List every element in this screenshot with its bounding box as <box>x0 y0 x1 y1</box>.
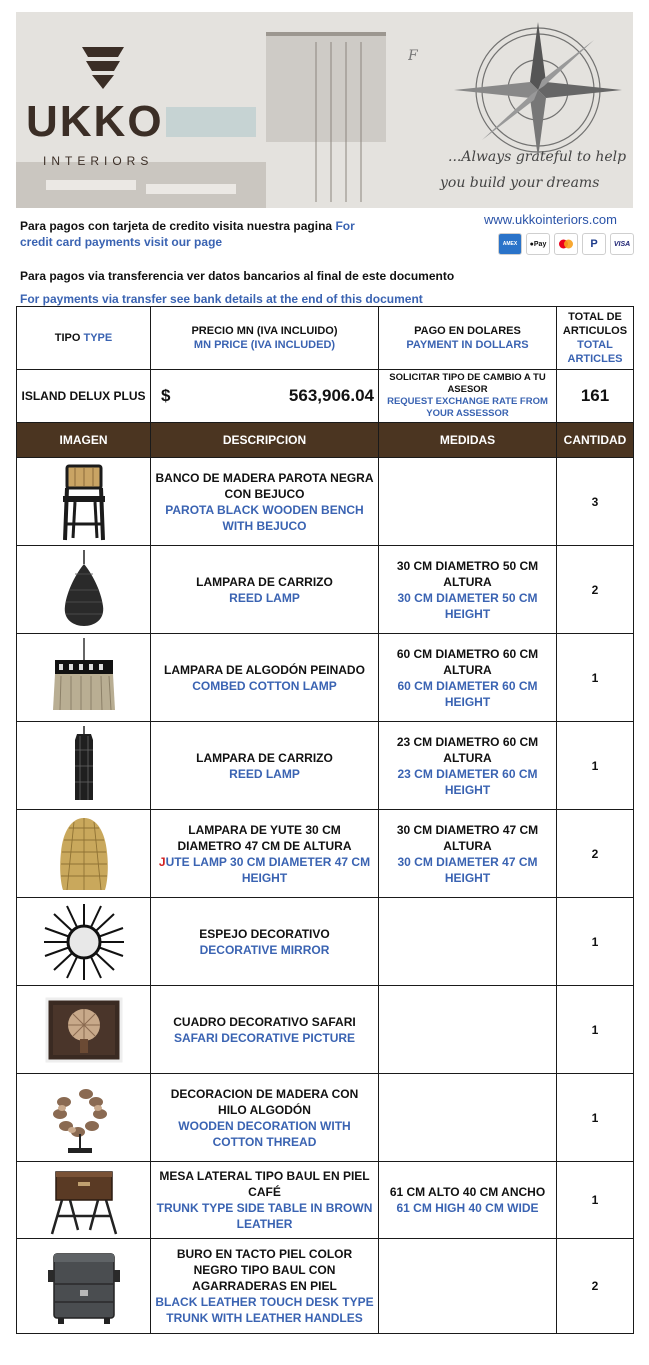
usd-value <box>379 370 557 423</box>
item-image-cell <box>17 458 151 546</box>
total-value: 161 <box>557 370 634 423</box>
item-med-en: 30 CM DIAMETER 47 CM HEIGHT <box>397 854 538 885</box>
item-desc-en-first-letter: J <box>158 854 166 869</box>
item-med-es: 61 CM ALTO 40 CM ANCHO <box>389 1185 546 1199</box>
jute-lamp-icon <box>49 814 119 894</box>
total-header-en: TOTAL ARTICLES <box>567 339 623 365</box>
apple-pay-icon: ●Pay <box>526 233 550 255</box>
card-payment-en: For credit card payments visit our page <box>20 219 355 249</box>
total-header-es: TOTAL DE ARTICULOS <box>562 311 628 337</box>
table-row <box>17 1074 634 1162</box>
price-header <box>151 307 379 370</box>
item-med-es: 30 CM DIAMETRO 50 CM ALTURA <box>396 558 539 589</box>
compass-icon <box>408 20 633 170</box>
bar-stool-icon <box>49 462 119 542</box>
total-header <box>557 307 634 370</box>
item-med-en: 30 CM DIAMETER 50 CM HEIGHT <box>397 590 538 621</box>
usd-value-es: SOLICITAR TIPO DE CAMBIO A TU ASESOR <box>389 372 546 395</box>
item-measures <box>379 810 557 898</box>
type-header <box>17 307 151 370</box>
price-value: 563,906.04 <box>288 386 374 405</box>
usd-header-en: PAYMENT IN DOLLARS <box>406 339 529 351</box>
item-desc-en: PAROTA BLACK WOODEN BENCH WITH BEJUCO <box>165 502 364 533</box>
item-measures <box>379 986 557 1074</box>
item-description <box>151 1074 379 1162</box>
item-image-cell <box>17 986 151 1074</box>
item-med-es: 60 CM DIAMETRO 60 CM ALTURA <box>396 646 539 677</box>
picture-icon <box>39 995 129 1065</box>
website-link[interactable]: www.ukkointeriors.com <box>484 212 617 227</box>
transfer-note-es: Para pagos via transferencia ver datos bancarios al final de este documento <box>20 269 455 283</box>
item-measures <box>379 1239 557 1334</box>
card-payment-es: Para pagos con tarjeta de credito visita nuestra pagina <box>20 219 333 233</box>
item-description <box>151 898 379 986</box>
item-quantity: 1 <box>557 1162 634 1239</box>
price-header-es: PRECIO MN (IVA INCLUIDO) <box>191 325 338 337</box>
type-value: ISLAND DELUX PLUS <box>17 370 151 423</box>
cotton-lamp-icon <box>49 638 119 718</box>
item-desc-es: LAMPARA DE ALGODÓN PEINADO <box>164 662 365 677</box>
summary-header-row <box>17 307 634 370</box>
item-desc-es: MESA LATERAL TIPO BAUL EN PIEL CAFÉ <box>159 1169 370 1199</box>
table-row <box>17 986 634 1074</box>
svg-text:F: F <box>408 48 418 64</box>
summary-row <box>17 370 634 423</box>
currency-symbol: $ <box>161 386 171 405</box>
item-description <box>151 986 379 1074</box>
item-description <box>151 1239 379 1334</box>
item-image-cell <box>17 546 151 634</box>
item-image-cell <box>17 634 151 722</box>
table-row <box>17 1239 634 1334</box>
item-quantity: 2 <box>557 546 634 634</box>
item-description <box>151 546 379 634</box>
item-desc-en-rest: UTE LAMP 30 CM DIAMETER 47 CM HEIGHT <box>165 854 371 885</box>
usd-header <box>379 307 557 370</box>
item-quantity: 1 <box>557 722 634 810</box>
item-med-en: 61 CM HIGH 40 CM WIDE <box>396 1201 539 1215</box>
table-row <box>17 898 634 986</box>
item-image-cell <box>17 1162 151 1239</box>
ukko-logo-icon <box>78 45 128 91</box>
item-measures <box>379 1162 557 1239</box>
item-measures <box>379 458 557 546</box>
wood-garland-icon <box>44 1078 124 1158</box>
brand-subtitle: INTERIORS <box>43 154 154 168</box>
item-desc-en: SAFARI DECORATIVE PICTURE <box>173 1030 356 1045</box>
item-quantity: 3 <box>557 458 634 546</box>
item-desc-es: LAMPARA DE CARRIZO <box>196 574 333 589</box>
item-desc-es: CUADRO DECORATIVO SAFARI <box>173 1014 356 1029</box>
item-quantity: 2 <box>557 1239 634 1334</box>
table-row <box>17 634 634 722</box>
item-image-cell <box>17 1074 151 1162</box>
item-image-cell <box>17 1239 151 1334</box>
item-desc-en: COMBED COTTON LAMP <box>192 678 337 693</box>
brand-name: UKKO <box>26 97 164 146</box>
item-desc-en: DECORATIVE MIRROR <box>199 942 330 957</box>
item-image-cell <box>17 898 151 986</box>
item-med-en: 60 CM DIAMETER 60 CM HEIGHT <box>397 678 538 709</box>
item-image-cell <box>17 810 151 898</box>
tagline-line-2: you build your dreams <box>440 175 600 191</box>
items-header-row <box>17 423 634 458</box>
reed-lamp-icon <box>49 550 119 630</box>
item-desc-es: LAMPARA DE YUTE 30 CM DIAMETRO 47 CM DE ALTURA <box>177 822 352 853</box>
item-quantity: 1 <box>557 898 634 986</box>
type-header-es: TIPO <box>54 332 81 344</box>
table-row <box>17 546 634 634</box>
item-desc-en: REED LAMP <box>229 766 300 781</box>
item-desc-en: TRUNK TYPE SIDE TABLE IN BROWN LEATHER <box>156 1201 373 1231</box>
item-description <box>151 458 379 546</box>
item-desc-en: WOODEN DECORATION WITH COTTON THREAD <box>178 1118 351 1149</box>
paypal-icon: P <box>582 233 606 255</box>
item-med-es: 23 CM DIAMETRO 60 CM ALTURA <box>396 734 539 765</box>
mirror-icon <box>39 902 129 982</box>
amex-icon: AMEX <box>498 233 522 255</box>
price-value-cell <box>151 370 379 423</box>
card-brands <box>498 233 634 255</box>
table-row <box>17 458 634 546</box>
item-description <box>151 810 379 898</box>
header-banner <box>16 12 633 208</box>
column-header-image: IMAGEN <box>17 423 151 458</box>
card-payment-note <box>20 218 390 250</box>
quote-table <box>16 306 634 1334</box>
item-med-en: 23 CM DIAMETER 60 CM HEIGHT <box>397 766 538 797</box>
side-table-icon <box>44 1164 124 1236</box>
mastercard-icon <box>554 233 578 255</box>
item-measures <box>379 898 557 986</box>
item-description <box>151 1162 379 1239</box>
tall-reed-lamp-icon <box>49 726 119 806</box>
usd-value-en: REQUEST EXCHANGE RATE FROM YOUR ASSESSOR <box>387 396 548 419</box>
transfer-note-en: For payments via transfer see bank details at the end of this document <box>20 292 423 306</box>
item-measures <box>379 722 557 810</box>
item-quantity: 2 <box>557 810 634 898</box>
column-header-description: DESCRIPCION <box>151 423 379 458</box>
type-header-en: TYPE <box>83 332 113 344</box>
item-desc-en: REED LAMP <box>229 590 300 605</box>
item-measures <box>379 1074 557 1162</box>
tagline-line-1: ...Always grateful to help <box>448 149 627 165</box>
item-desc-es: ESPEJO DECORATIVO <box>199 926 330 941</box>
trunk-desk-icon <box>44 1244 124 1328</box>
price-header-en: MN PRICE (IVA INCLUDED) <box>193 339 336 351</box>
item-desc-es: LAMPARA DE CARRIZO <box>196 750 333 765</box>
item-measures <box>379 546 557 634</box>
table-row <box>17 722 634 810</box>
table-row <box>17 810 634 898</box>
item-med-es: 30 CM DIAMETRO 47 CM ALTURA <box>396 822 539 853</box>
item-quantity: 1 <box>557 1074 634 1162</box>
item-description <box>151 634 379 722</box>
item-measures <box>379 634 557 722</box>
item-desc-en <box>155 854 374 886</box>
item-desc-es: BANCO DE MADERA PAROTA NEGRA CON BEJUCO <box>155 470 374 501</box>
column-header-quantity: CANTIDAD <box>557 423 634 458</box>
column-header-measures: MEDIDAS <box>379 423 557 458</box>
item-desc-es: BURO EN TACTO PIEL COLOR NEGRO TIPO BAUL CON AGARRADERAS EN PIEL <box>176 1247 353 1293</box>
item-desc-en: BLACK LEATHER TOUCH DESK TYPE TRUNK WITH LEATHER HANDLES <box>155 1295 374 1325</box>
item-image-cell <box>17 722 151 810</box>
item-desc-es: DECORACION DE MADERA CON HILO ALGODÓN <box>170 1086 359 1117</box>
item-description <box>151 722 379 810</box>
item-quantity: 1 <box>557 634 634 722</box>
visa-icon: VISA <box>610 233 634 255</box>
item-quantity: 1 <box>557 986 634 1074</box>
table-row <box>17 1162 634 1239</box>
usd-header-es: PAGO EN DOLARES <box>414 325 521 337</box>
